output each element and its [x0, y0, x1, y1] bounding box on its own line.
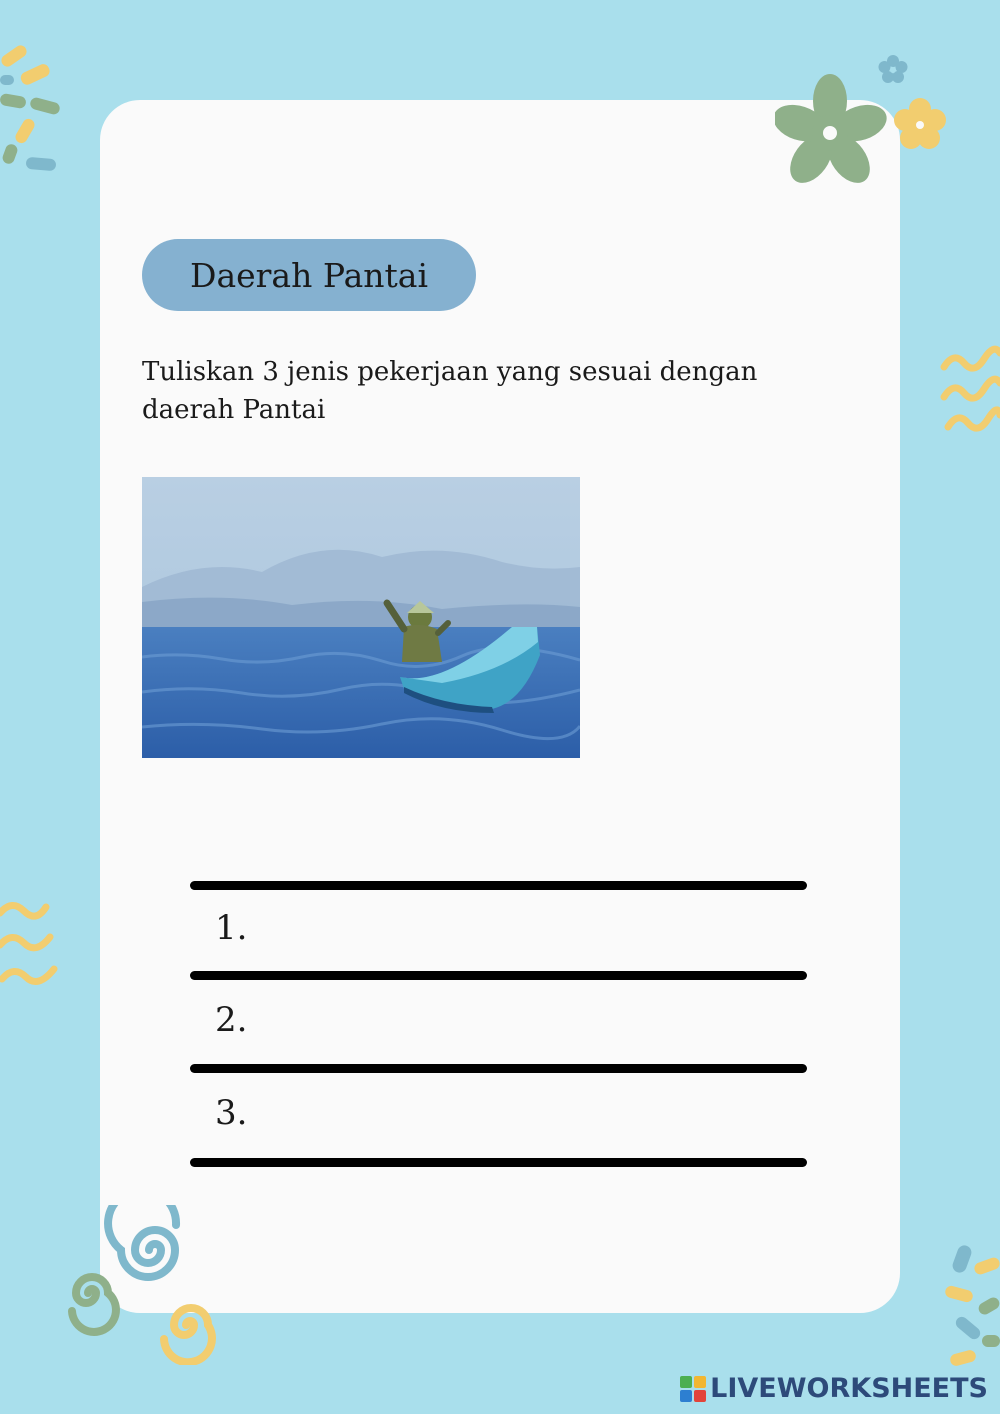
answer-line-1: [190, 971, 807, 980]
spirals-decoration: [60, 1205, 230, 1365]
brand-name: LIVEWORKSHEETS: [710, 1373, 988, 1404]
answer-line-2: [190, 1064, 807, 1073]
left-waves-decoration: [0, 895, 65, 995]
answer-line-bottom: [190, 1158, 807, 1167]
page-title: Daerah Pantai: [190, 255, 428, 295]
worksheet-card: [100, 100, 900, 1313]
flowers-decoration: [775, 45, 960, 195]
answer-input-2[interactable]: [260, 1003, 784, 1049]
answer-input-3[interactable]: [260, 1096, 784, 1142]
answer-number-2: 2.: [215, 1000, 248, 1040]
liveworksheets-logo-icon: [680, 1376, 706, 1402]
title-pill: [142, 239, 476, 311]
answer-number-3: 3.: [215, 1093, 248, 1133]
right-waves-decoration: [940, 345, 1000, 445]
bottom-right-sprinkles-decoration: [940, 1240, 1000, 1380]
answer-input-1[interactable]: [260, 911, 784, 957]
liveworksheets-brand: [680, 1373, 988, 1404]
fisherman-photo: [142, 477, 580, 758]
top-left-sprinkles-decoration: [0, 30, 80, 190]
fisherman-boat-photo-icon: [142, 477, 580, 758]
instruction-text: Tuliskan 3 jenis pekerjaan yang sesuai dengan daerah Pantai: [142, 357, 758, 425]
answer-line-top: [190, 881, 807, 890]
answer-number-1: 1.: [215, 908, 248, 948]
